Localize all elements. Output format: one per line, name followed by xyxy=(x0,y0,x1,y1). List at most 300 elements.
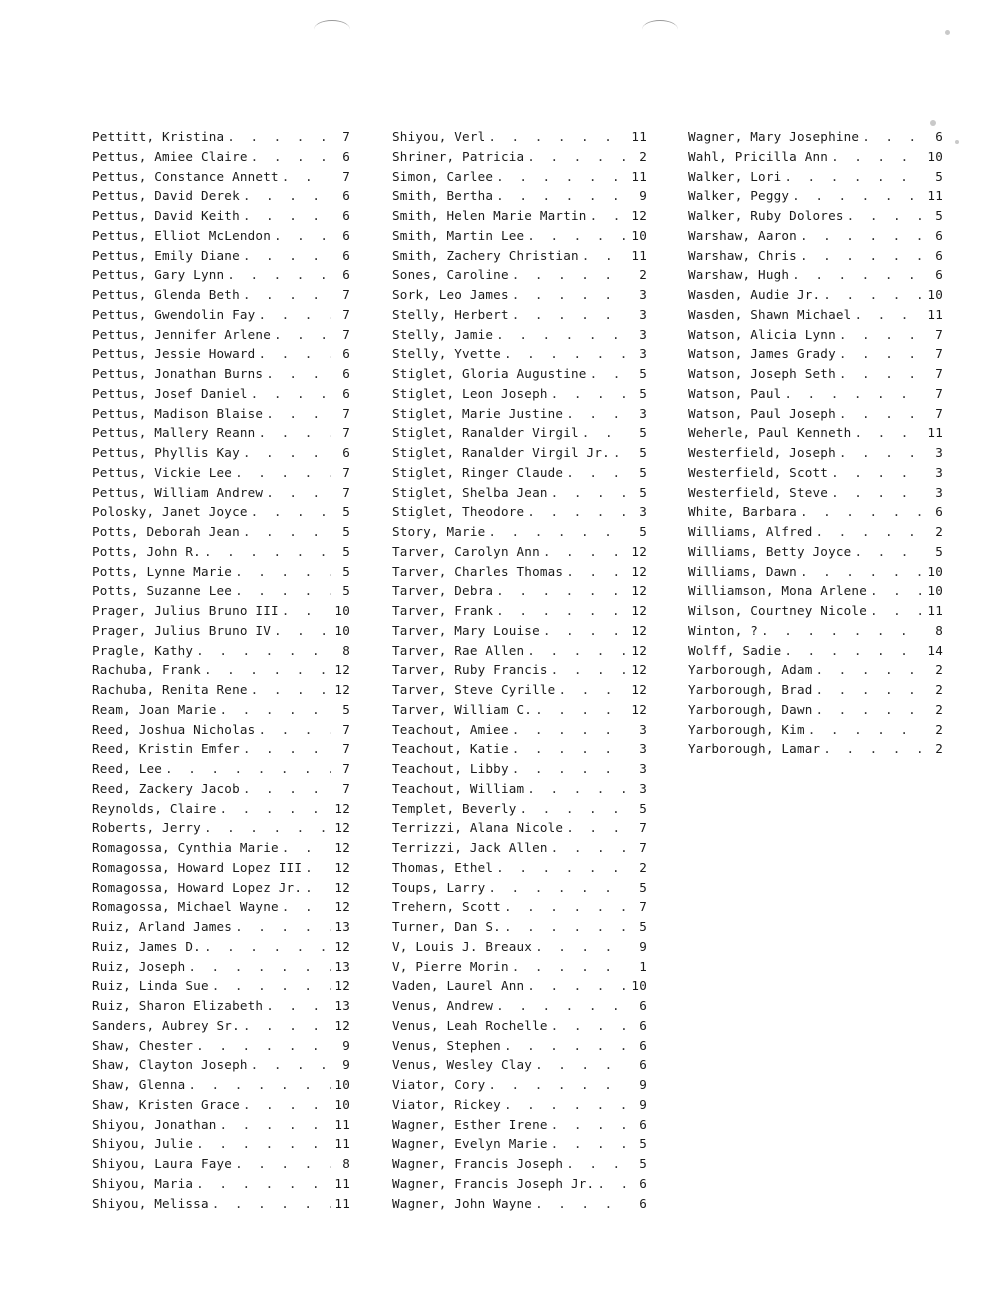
index-entry xyxy=(688,265,943,285)
index-entry xyxy=(92,976,350,996)
entry-name: Tarver, Mary Louise xyxy=(392,622,540,638)
index-entry xyxy=(392,601,647,621)
entry-page-number: 7 xyxy=(342,129,350,144)
entry-page-number: 7 xyxy=(342,484,350,500)
entry-name: Teachout, Libby xyxy=(392,761,509,776)
entry-name: Pettus, Mallery Reann xyxy=(92,425,256,441)
index-entry xyxy=(688,483,943,503)
index-entry xyxy=(92,799,350,819)
entry-name: Wagner, Esther Irene xyxy=(392,1116,548,1132)
dot-leader xyxy=(204,660,331,680)
entry-name: Ream, Joan Marie xyxy=(92,701,217,717)
entry-name: Warshaw, Chris xyxy=(688,247,797,263)
entry-page-number: 6 xyxy=(342,188,350,204)
entry-name: Simon, Carlee xyxy=(392,168,494,184)
dot-leader xyxy=(220,700,331,720)
entry-page-number: 3 xyxy=(639,780,647,796)
dot-leader xyxy=(235,917,331,937)
entry-name: Watson, Paul Joseph xyxy=(688,405,836,421)
entry-page-number: 7 xyxy=(639,820,647,836)
entry-page-number: 3 xyxy=(935,464,943,480)
entry-page-number: 7 xyxy=(342,405,350,421)
index-entry xyxy=(92,779,350,799)
dot-leader xyxy=(784,384,924,404)
entry-page-number: 6 xyxy=(935,267,943,283)
index-entry xyxy=(92,325,350,345)
entry-page-number: 12 xyxy=(334,978,350,994)
entry-page-number: 7 xyxy=(342,721,350,737)
entry-page-number: 12 xyxy=(334,800,350,816)
dot-leader xyxy=(251,147,331,167)
index-entry xyxy=(688,720,943,740)
entry-name: Romagossa, Michael Wayne xyxy=(92,899,279,915)
index-entry xyxy=(92,641,350,661)
index-entry xyxy=(392,502,647,522)
entry-name: Yarborough, Dawn xyxy=(688,701,813,717)
entry-page-number: 7 xyxy=(342,326,350,342)
entry-name: Story, Marie xyxy=(392,524,486,539)
dot-leader xyxy=(800,502,924,522)
dot-leader xyxy=(527,641,628,661)
dot-leader xyxy=(504,897,628,917)
entry-page-number: 6 xyxy=(342,227,350,243)
dot-leader xyxy=(847,206,924,226)
index-entry xyxy=(92,680,350,700)
entry-name: Shaw, Kristen Grace xyxy=(92,1096,240,1112)
index-entry xyxy=(688,364,943,384)
entry-page-number: 5 xyxy=(935,208,943,223)
index-entry xyxy=(92,1154,350,1174)
entry-page-number: 12 xyxy=(334,1017,350,1033)
entry-page-number: 7 xyxy=(342,425,350,441)
dot-leader xyxy=(196,1134,331,1154)
index-entry xyxy=(688,167,943,187)
entry-name: Wilson, Courtney Nicole xyxy=(688,603,867,618)
entry-name: Pettus, David Derek xyxy=(92,188,240,204)
entry-name: Ruiz, Arland James xyxy=(92,919,233,934)
dot-leader xyxy=(258,423,331,443)
entry-page-number: 2 xyxy=(935,741,943,757)
index-entry xyxy=(688,621,943,641)
index-entry xyxy=(92,1016,350,1036)
entry-name: Pettus, Jonathan Burns xyxy=(92,366,264,381)
index-entry xyxy=(392,206,647,226)
entry-name: Terrizzi, Alana Nicole xyxy=(392,820,564,836)
dot-leader xyxy=(504,917,628,937)
entry-name: Weherle, Paul Kenneth xyxy=(688,425,852,441)
entry-name: Tarver, William C. xyxy=(392,701,533,717)
entry-name: Reed, Zackery Jacob xyxy=(92,780,240,796)
dot-leader xyxy=(212,1194,331,1214)
entry-name: Rachuba, Frank xyxy=(92,662,201,678)
entry-page-number: 10 xyxy=(334,603,350,618)
entry-page-number: 13 xyxy=(334,998,350,1013)
dot-leader xyxy=(282,897,331,917)
dot-leader xyxy=(551,660,628,680)
dot-leader xyxy=(274,226,331,246)
entry-page-number: 6 xyxy=(935,247,943,263)
entry-name: Yarborough, Adam xyxy=(688,662,813,678)
index-entry xyxy=(392,799,647,819)
entry-name: Pettus, Gwendolin Fay xyxy=(92,306,256,322)
entry-name: Stiglet, Leon Joseph xyxy=(392,385,548,401)
dot-leader xyxy=(816,700,924,720)
entry-name: Teachout, Katie xyxy=(392,741,509,757)
scan-noise xyxy=(955,140,959,144)
entry-name: Wasden, Audie Jr. xyxy=(688,287,821,302)
index-entry xyxy=(392,1134,647,1154)
entry-page-number: 6 xyxy=(342,148,350,164)
index-entry xyxy=(92,581,350,601)
dot-leader xyxy=(831,483,924,503)
entry-page-number: 2 xyxy=(935,701,943,717)
entry-page-number: 5 xyxy=(639,385,647,401)
entry-page-number: 5 xyxy=(639,425,647,441)
dot-leader xyxy=(839,344,924,364)
dot-leader xyxy=(504,1095,628,1115)
dot-leader xyxy=(582,246,628,266)
dot-leader xyxy=(854,305,924,325)
index-entry xyxy=(688,344,943,364)
entry-page-number: 10 xyxy=(334,622,350,638)
entry-page-number: 6 xyxy=(342,346,350,362)
entry-page-number: 10 xyxy=(927,287,943,302)
index-entry xyxy=(392,1036,647,1056)
entry-name: Westerfield, Steve xyxy=(688,484,829,500)
index-entry xyxy=(392,700,647,720)
index-entry xyxy=(688,206,943,226)
entry-page-number: 5 xyxy=(342,583,350,599)
index-entry xyxy=(92,226,350,246)
index-entry xyxy=(92,1174,350,1194)
entry-page-number: 11 xyxy=(334,1195,350,1211)
entry-name: Smith, Martin Lee xyxy=(392,227,525,243)
index-entry xyxy=(392,1075,647,1095)
entry-name: Williams, Dawn xyxy=(688,563,797,579)
entry-page-number: 6 xyxy=(342,247,350,263)
index-column-2 xyxy=(392,127,647,1213)
entry-page-number: 13 xyxy=(334,919,350,934)
index-entry xyxy=(92,1036,350,1056)
entry-page-number: 12 xyxy=(334,820,350,836)
index-entry xyxy=(392,1095,647,1115)
entry-page-number: 11 xyxy=(927,603,943,618)
entry-name: Pettus, Emily Diane xyxy=(92,247,240,263)
dot-leader xyxy=(266,404,331,424)
entry-page-number: 5 xyxy=(342,524,350,539)
index-entry xyxy=(392,1055,647,1075)
dot-leader xyxy=(512,759,628,779)
entry-name: Wagner, John Wayne xyxy=(392,1195,533,1211)
index-entry xyxy=(392,147,647,167)
entry-name: Pettus, Elliot McLendon xyxy=(92,227,271,243)
entry-page-number: 9 xyxy=(639,938,647,954)
dot-leader xyxy=(862,127,924,147)
entry-page-number: 8 xyxy=(342,642,350,658)
dot-leader xyxy=(496,581,628,601)
index-entry xyxy=(688,601,943,621)
index-entry xyxy=(392,937,647,957)
index-entry xyxy=(392,522,647,542)
index-entry xyxy=(392,364,647,384)
entry-name: Teachout, Amiee xyxy=(392,721,509,737)
entry-page-number: 2 xyxy=(639,148,647,164)
index-entry xyxy=(92,1194,350,1214)
entry-name: Romagossa, Cynthia Marie xyxy=(92,840,279,855)
entry-page-number: 7 xyxy=(639,840,647,855)
index-entry xyxy=(92,601,350,621)
index-column-1 xyxy=(92,127,350,1213)
index-entry xyxy=(92,167,350,187)
entry-name: Stiglet, Ringer Claude xyxy=(392,464,564,480)
entry-page-number: 11 xyxy=(631,247,647,263)
dot-leader xyxy=(258,344,331,364)
index-entry xyxy=(688,147,943,167)
entry-page-number: 10 xyxy=(631,227,647,243)
index-entry xyxy=(392,1115,647,1135)
dot-leader xyxy=(816,522,924,542)
dot-leader xyxy=(566,1154,628,1174)
entry-name: Stelly, Herbert xyxy=(392,306,509,322)
entry-page-number: 7 xyxy=(342,287,350,302)
dot-leader xyxy=(527,147,628,167)
dot-leader xyxy=(305,878,331,898)
index-entry xyxy=(92,660,350,680)
entry-name: Venus, Stephen xyxy=(392,1037,501,1053)
index-entry xyxy=(392,423,647,443)
dot-leader xyxy=(839,364,924,384)
entry-name: Wagner, Mary Josephine xyxy=(688,129,860,144)
entry-name: Pettus, Madison Blaise xyxy=(92,405,264,421)
index-entry xyxy=(392,660,647,680)
index-entry xyxy=(392,917,647,937)
index-entry xyxy=(92,305,350,325)
entry-page-number: 7 xyxy=(935,366,943,381)
index-entry xyxy=(92,1115,350,1135)
entry-name: Viator, Rickey xyxy=(392,1096,501,1112)
index-entry xyxy=(688,404,943,424)
entry-page-number: 2 xyxy=(935,662,943,678)
index-entry xyxy=(92,996,350,1016)
index-entry xyxy=(688,660,943,680)
entry-name: Tarver, Debra xyxy=(392,583,494,599)
dot-leader xyxy=(282,167,331,187)
index-entry xyxy=(688,641,943,661)
entry-name: Williams, Alfred xyxy=(688,524,813,539)
entry-name: Rachuba, Renita Rene xyxy=(92,682,248,697)
index-entry xyxy=(392,1174,647,1194)
dot-leader xyxy=(784,641,924,661)
entry-name: Pettus, David Keith xyxy=(92,208,240,223)
entry-name: Ruiz, Linda Sue xyxy=(92,978,209,994)
index-entry xyxy=(392,641,647,661)
dot-leader xyxy=(258,305,331,325)
index-entry xyxy=(92,285,350,305)
entry-page-number: 12 xyxy=(334,859,350,875)
entry-name: Stiglet, Ranalder Virgil xyxy=(392,425,579,441)
index-entry xyxy=(688,186,943,206)
entry-name: Pettus, Amiee Claire xyxy=(92,148,248,164)
entry-page-number: 6 xyxy=(639,1175,647,1191)
entry-page-number: 11 xyxy=(631,168,647,184)
dot-leader xyxy=(305,858,331,878)
entry-name: Pettus, Vickie Lee xyxy=(92,464,233,480)
index-entry xyxy=(688,581,943,601)
entry-name: Shiyou, Laura Faye xyxy=(92,1156,233,1171)
entry-name: Reed, Joshua Nicholas xyxy=(92,721,256,737)
dot-leader xyxy=(831,147,924,167)
index-entry xyxy=(392,265,647,285)
entry-name: Wasden, Shawn Michael xyxy=(688,306,852,322)
entry-page-number: 5 xyxy=(342,543,350,559)
entry-name: Pettus, Constance Annett xyxy=(92,168,279,184)
entry-page-number: 5 xyxy=(935,543,943,559)
index-entry xyxy=(92,957,350,977)
entry-name: Shiyou, Verl xyxy=(392,129,486,144)
entry-name: Pragle, Kathy xyxy=(92,642,194,658)
dot-leader xyxy=(235,581,331,601)
entry-page-number: 10 xyxy=(927,583,943,599)
index-entry xyxy=(92,878,350,898)
index-entry xyxy=(392,1194,647,1214)
dot-leader xyxy=(527,976,628,996)
entry-page-number: 5 xyxy=(639,484,647,500)
entry-page-number: 5 xyxy=(342,563,350,579)
entry-page-number: 12 xyxy=(631,682,647,697)
dot-leader xyxy=(527,779,628,799)
dot-leader xyxy=(597,1174,628,1194)
entry-page-number: 13 xyxy=(334,958,350,974)
entry-name: Watson, Paul xyxy=(688,385,782,401)
index-entry xyxy=(688,562,943,582)
entry-name: Prager, Julius Bruno III xyxy=(92,603,279,618)
dot-leader xyxy=(243,186,331,206)
entry-page-number: 3 xyxy=(639,306,647,322)
entry-page-number: 7 xyxy=(935,346,943,362)
entry-name: Pettus, Glenda Beth xyxy=(92,287,240,302)
index-entry xyxy=(92,147,350,167)
entry-name: Tarver, Ruby Francis xyxy=(392,662,548,678)
dot-leader xyxy=(551,838,628,858)
scan-noise xyxy=(945,30,950,35)
entry-page-number: 11 xyxy=(927,306,943,322)
index-entry xyxy=(392,246,647,266)
dot-leader xyxy=(784,167,924,187)
index-entry xyxy=(92,265,350,285)
index-entry xyxy=(92,127,350,147)
index-entry xyxy=(688,285,943,305)
entry-name: Sanders, Aubrey Sr. xyxy=(92,1017,240,1033)
entry-name: Shiyou, Jonathan xyxy=(92,1116,217,1132)
entry-page-number: 1 xyxy=(639,958,647,974)
index-entry xyxy=(392,285,647,305)
index-entry xyxy=(392,779,647,799)
dot-leader xyxy=(243,206,331,226)
dot-leader xyxy=(527,502,628,522)
entry-name: Shiyou, Melissa xyxy=(92,1195,209,1211)
index-entry xyxy=(92,1055,350,1075)
dot-leader xyxy=(566,562,628,582)
index-entry xyxy=(392,344,647,364)
entry-page-number: 3 xyxy=(639,761,647,776)
dot-leader xyxy=(496,601,628,621)
entry-name: Potts, Suzanne Lee xyxy=(92,583,233,599)
dot-leader xyxy=(839,325,924,345)
index-entry xyxy=(92,1134,350,1154)
index-entry xyxy=(392,305,647,325)
entry-page-number: 7 xyxy=(935,326,943,342)
index-entry xyxy=(392,581,647,601)
index-entry xyxy=(92,423,350,443)
dot-leader xyxy=(839,443,924,463)
entry-name: Stiglet, Theodore xyxy=(392,504,525,520)
index-entry xyxy=(688,246,943,266)
dot-leader xyxy=(204,542,331,562)
index-entry xyxy=(92,621,350,641)
dot-leader xyxy=(816,680,924,700)
entry-page-number: 3 xyxy=(639,504,647,520)
index-entry xyxy=(92,562,350,582)
dot-leader xyxy=(188,957,331,977)
entry-page-number: 5 xyxy=(639,1156,647,1171)
dot-leader xyxy=(551,1016,628,1036)
index-entry xyxy=(92,858,350,878)
dot-leader xyxy=(512,739,628,759)
entry-name: Tarver, Frank xyxy=(392,603,494,618)
entry-name: Stelly, Yvette xyxy=(392,346,501,362)
index-entry xyxy=(92,700,350,720)
entry-name: Sones, Caroline xyxy=(392,267,509,283)
entry-page-number: 6 xyxy=(342,445,350,460)
dot-leader xyxy=(551,483,628,503)
index-entry xyxy=(688,680,943,700)
dot-leader xyxy=(488,522,628,542)
index-entry xyxy=(92,443,350,463)
entry-page-number: 10 xyxy=(631,978,647,994)
entry-page-number: 5 xyxy=(639,800,647,816)
entry-name: Yarborough, Kim xyxy=(688,721,805,737)
entry-page-number: 6 xyxy=(342,267,350,283)
entry-name: Shaw, Chester xyxy=(92,1037,194,1053)
dot-leader xyxy=(165,759,331,779)
index-entry xyxy=(92,739,350,759)
index-entry xyxy=(92,344,350,364)
entry-name: Yarborough, Lamar xyxy=(688,741,821,757)
dot-leader xyxy=(243,1016,331,1036)
index-entry xyxy=(92,206,350,226)
entry-page-number: 11 xyxy=(927,425,943,441)
index-entry xyxy=(92,404,350,424)
dot-leader xyxy=(496,186,628,206)
entry-page-number: 10 xyxy=(334,1096,350,1112)
entry-page-number: 6 xyxy=(639,1116,647,1132)
index-column-3 xyxy=(688,127,943,759)
entry-name: Toups, Larry xyxy=(392,879,486,895)
index-entry xyxy=(688,700,943,720)
dot-leader xyxy=(251,502,331,522)
entry-name: Reed, Kristin Emfer xyxy=(92,741,240,757)
index-entry xyxy=(392,739,647,759)
punch-hole-mark-left xyxy=(314,20,350,39)
entry-name: Terrizzi, Jack Allen xyxy=(392,840,548,855)
dot-leader xyxy=(196,1174,331,1194)
index-entry xyxy=(92,542,350,562)
entry-page-number: 5 xyxy=(639,1136,647,1152)
index-entry xyxy=(392,838,647,858)
index-entry xyxy=(392,562,647,582)
entry-name: Pettus, William Andrew xyxy=(92,484,264,500)
entry-name: Smith, Bertha xyxy=(392,188,494,204)
